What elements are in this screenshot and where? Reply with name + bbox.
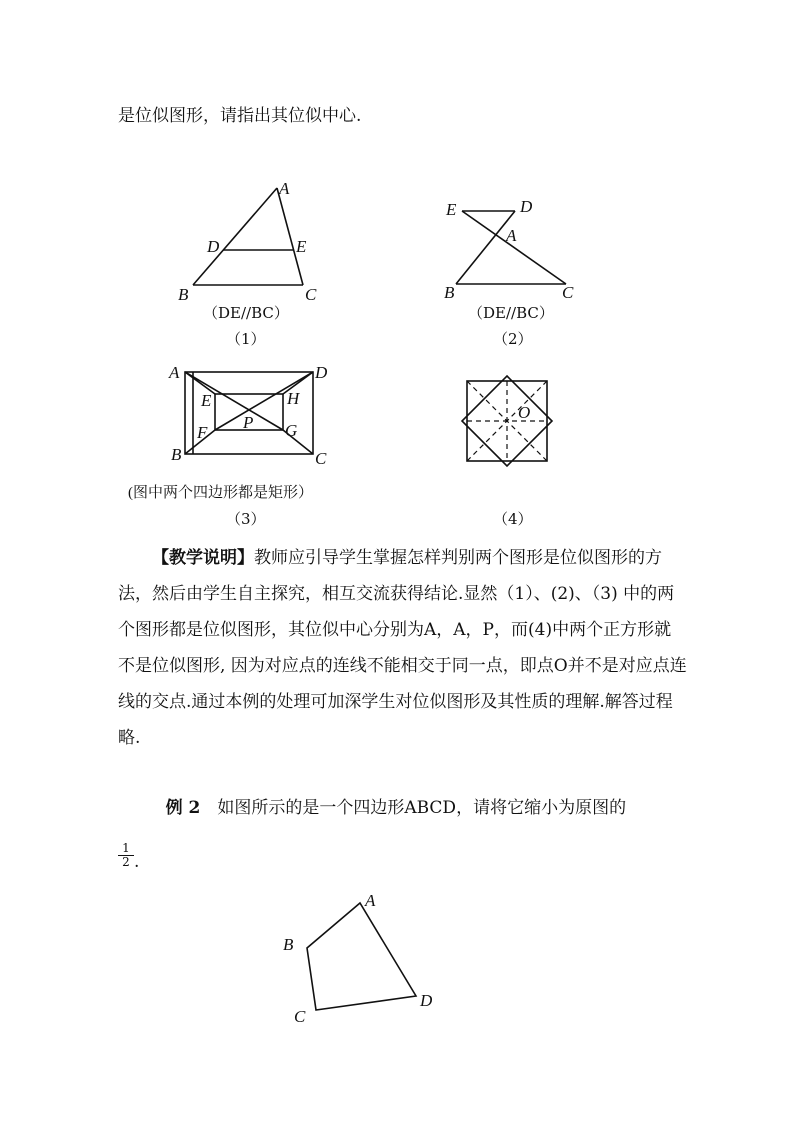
fig2-label-a: A (506, 226, 517, 245)
example-2-fraction (118, 842, 134, 869)
fraction-numerator: 1 (122, 841, 130, 855)
fig3-label-f: F (197, 423, 208, 442)
teaching-note-text: 教师应引导学生掌握怎样判别两个图形是位似图形的方法，然后由学生自主探究，相互交流获得结论.显然（1）、(2)、（3) 中的两个图形都是位似图形，其位似中心分别为A，A，P，而(4)中两个正方形就不是位似图形, 因为对应点的连线不能相交于同一点，即点O并不是对应点连线的交点.通过本例的处理可加深学生对位似图形及其性质的理解.解答过程略. (118, 548, 687, 748)
fig2-segment-ec (462, 211, 566, 284)
fig3-caption-note: (图中两个四边形都是矩形） (128, 485, 313, 501)
fig3-line-ag (185, 372, 283, 430)
fig3-label-p: P (243, 413, 254, 432)
fig2-caption: （2） (493, 330, 533, 348)
fig1-label-b: B (178, 285, 189, 304)
fig2-segment-db (456, 211, 515, 284)
fig3-label-h: H (287, 389, 300, 408)
fig1-label-e: E (296, 237, 307, 256)
fig3-label-c: C (315, 449, 327, 468)
quadrilateral-abcd (307, 903, 416, 1010)
quad-label-d: D (420, 991, 433, 1010)
figure-2-triangles (440, 195, 590, 305)
fig2-label-c: C (562, 283, 574, 302)
fig1-label-d: D (207, 237, 220, 256)
fig2-label-d: D (520, 197, 533, 216)
fig3-label-b: B (171, 445, 182, 464)
quad-label-b: B (283, 935, 294, 954)
figure-3-rectangles (165, 360, 345, 470)
figure-1-triangle (175, 179, 335, 304)
figure-4-squares (450, 376, 580, 466)
fig3-caption: （3） (226, 510, 266, 528)
example-2-label: 例 2 (165, 798, 201, 818)
figure-quadrilateral-abcd (280, 888, 450, 1028)
fig3-label-g: G (285, 421, 298, 440)
fig4-caption: （4） (493, 510, 533, 528)
fig1-label-a: A (279, 179, 290, 198)
fig3-label-e: E (201, 391, 212, 410)
fig4-label-o: O (518, 403, 531, 422)
fig2-label-b: B (444, 283, 455, 302)
fig2-caption-note: （DE//BC） (468, 304, 554, 322)
fig1-side-ab (193, 188, 277, 285)
example-2-text: 如图所示的是一个四边形ABCD，请将它缩小为原图的 (200, 798, 627, 818)
example-2 (118, 790, 688, 826)
fig1-caption: （1） (226, 330, 266, 348)
fig2-label-e: E (446, 200, 457, 219)
quad-label-c: C (294, 1007, 306, 1026)
fraction-denominator: 2 (118, 855, 134, 869)
fig1-caption-note: （DE//BC） (203, 304, 289, 322)
teaching-note (118, 540, 688, 756)
fig3-label-d: D (315, 363, 328, 382)
teaching-note-lead: 【教学说明】 (152, 548, 254, 568)
example-2-end: . (134, 852, 140, 872)
quad-label-a: A (365, 891, 376, 910)
fig3-label-a: A (169, 363, 180, 382)
intro-line: 是位似图形，请指出其位似中心. (118, 106, 362, 126)
fig1-label-c: C (305, 285, 317, 304)
